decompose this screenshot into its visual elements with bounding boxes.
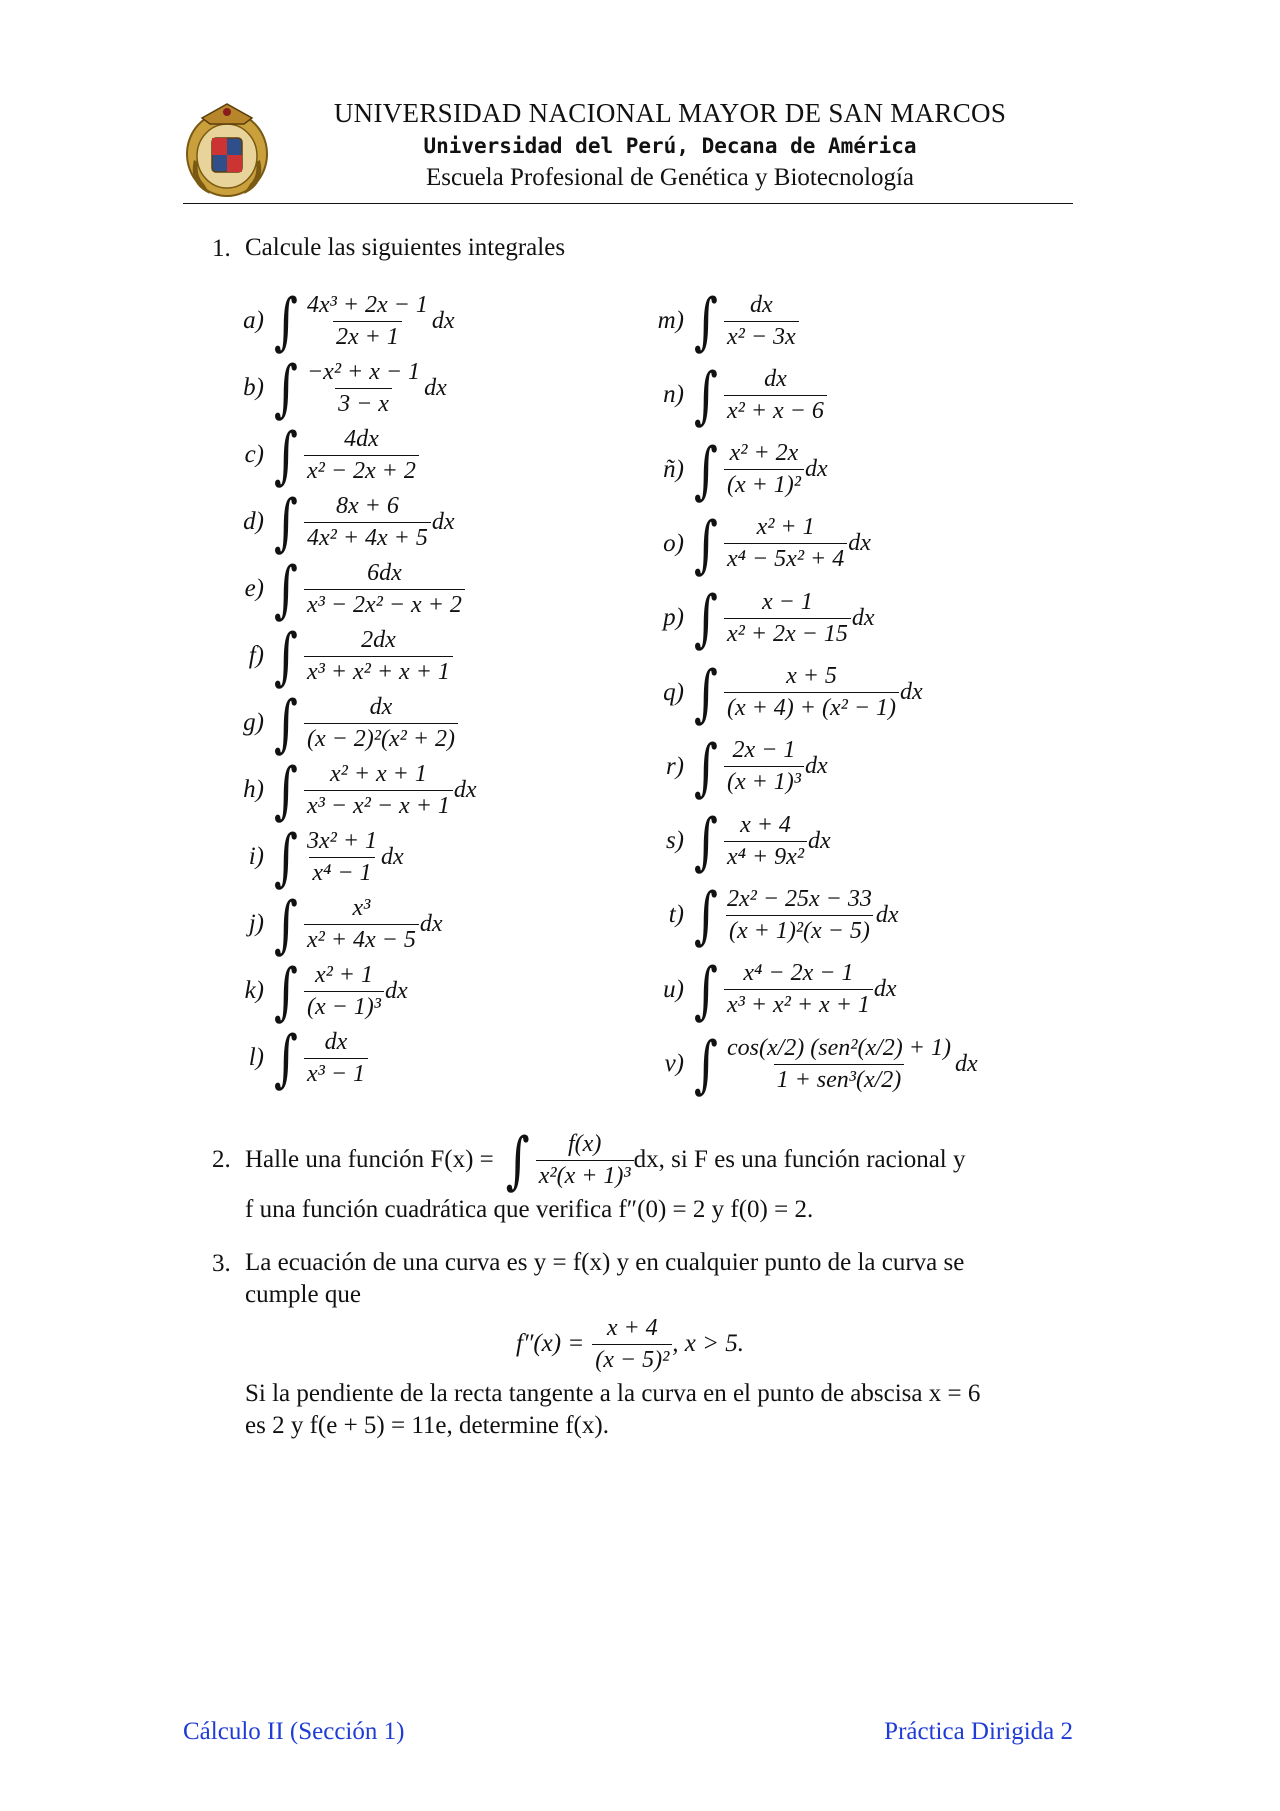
problem-2-line-2: f una función cuadrática que verifica f″(0) = 2 y f(0) = 2. [245,1196,814,1223]
differential: dx [805,753,828,780]
university-name: UNIVERSIDAD NACIONAL MAYOR DE SAN MARCOS [333,98,1007,128]
differential: dx [851,604,875,631]
integrand-numerator: x² + 2x [729,440,799,467]
integral-item [642,878,899,952]
integrand-numerator: dx [369,693,393,720]
integrand-fraction [304,292,431,351]
integral-sign: ∫ [274,686,298,760]
integrand-denominator: x³ − 2x² − x + 2 [304,589,465,619]
integrand-fraction [304,493,431,552]
integral-label: f) [248,642,264,669]
integrand-numerator: 4x³ + 2x − 1 [306,291,428,318]
integral-item [642,656,923,729]
integral-label: d) [243,508,264,535]
integrand-denominator: x³ + x² + x + 1 [724,989,873,1019]
integrand-numerator: 3x² + 1 [306,827,378,854]
equation-lhs: f″(x) = [516,1330,585,1357]
integral-label: h) [243,776,264,803]
integrand-denominator: (x + 4) + (x² − 1) [724,692,899,722]
differential: dx [385,977,408,1004]
differential: dx [848,530,871,557]
integrand-denominator: x⁴ − 1 [309,857,374,887]
integral-sign: ∫ [274,418,298,492]
integral-label: r) [665,752,684,780]
differential: dx [954,1050,978,1077]
footer-course: Cálculo II (Sección 1) [183,1718,405,1745]
integrand-denominator: x² + 4x − 5 [304,924,419,954]
integral-sign: ∫ [274,284,298,358]
integrand-fraction [304,426,419,485]
integrand-numerator: x + 5 [786,663,837,689]
integral-sign: ∫ [694,953,718,1027]
integral-sign: ∫ [274,619,298,693]
integrand-fraction [724,366,827,425]
integral-item [642,433,828,507]
problem-2-text-pre: Halle una función F(x) = [245,1146,494,1173]
integral-sign: ∫ [694,878,718,952]
integrand-numerator: dx [324,1028,348,1055]
integral-item [222,1021,369,1095]
problem-2-text-post: dx, si F es una función racional y [633,1146,966,1173]
integrand-fraction [304,828,380,887]
integrand-fraction [724,589,851,648]
integral-item [642,581,875,655]
footer-title: Práctica Dirigida 2 [884,1718,1073,1745]
integral-item [222,284,455,358]
integral-label: p) [663,604,684,632]
integrand-denominator: x⁴ + 9x² [724,841,807,871]
integral-sign: ∫ [694,507,718,581]
integrand-numerator: 4dx [344,425,379,452]
integrand-fraction [724,663,899,722]
integrand-numerator: 2dx [361,626,396,653]
integral-item [222,485,455,559]
integrand-numerator: x − 1 [761,588,813,615]
differential: dx [453,776,477,803]
equation-denominator: (x − 5)² [592,1344,672,1374]
integral-sign: ∫ [274,552,298,626]
integrand-fraction [304,694,458,753]
integral-sign: ∫ [694,433,718,507]
integrand-denominator: 3 − x [335,388,392,418]
integral-label: i) [248,843,264,870]
integral-item [642,730,828,804]
integral-sign: ∫ [274,954,298,1028]
integral-sign: ∫ [274,1021,298,1095]
equation-fraction [592,1315,672,1374]
integral-sign: ∫ [274,351,298,425]
integrand-denominator: x² + 2x − 15 [724,618,851,648]
university-seal-icon [182,100,272,200]
integral-sign: ∫ [694,284,718,358]
integrand-denominator: (x − 1)³ [304,991,384,1021]
integrand-fraction [304,761,453,820]
integral-item [222,552,466,626]
integrand-numerator: x² + x + 1 [329,760,427,787]
integrand-denominator: 1 + sen³(x/2) [774,1064,905,1094]
integral-item [222,619,454,693]
integrand-numerator: 8x + 6 [335,492,399,519]
integrand-fraction [724,440,804,499]
integral-sign: ∫ [694,656,718,729]
integral-sign: ∫ [274,820,298,894]
problem-3-line-3: Si la pendiente de la recta tangente a la curva en el punto de abscisa x = 6 [245,1380,981,1407]
integral-label: j) [248,910,264,937]
integral-label: t) [668,901,684,929]
integrand-numerator: x² + 1 [314,961,373,988]
integral-item [222,753,477,827]
integrand-fraction [724,292,799,351]
integrand-fraction [304,1029,368,1088]
integrand-denominator: 4x² + 4x + 5 [304,522,431,552]
integral-item [642,507,871,581]
university-subtitle: Universidad del Perú, Decana de América [423,134,917,158]
integral-label: m) [657,307,684,334]
integrand-denominator: x⁴ − 5x² + 4 [724,543,847,573]
equation-numerator: x + 4 [606,1314,658,1341]
integral-sign: ∫ [274,485,298,559]
differential: dx [875,901,899,928]
integrand-denominator: x² − 3x [724,321,799,351]
integrand-numerator: 6dx [367,559,402,586]
integrand-numerator: 2x − 1 [732,737,796,764]
integrand-numerator: x² + 1 [756,514,815,541]
integrand-numerator: x³ [352,894,371,921]
school-name: Escuela Profesional de Genética y Biotecnología [425,164,915,191]
problem-3-line-2: cumple que [245,1281,361,1308]
differential: dx [805,456,828,483]
integral-item [642,1027,978,1101]
integral-label: ñ) [663,455,684,483]
problem-2-fraction [536,1131,634,1190]
integral-item [222,954,408,1028]
integral-sign: ∫ [694,581,718,655]
fraction-denominator: x²(x + 1)³ [536,1160,634,1190]
problem-3-equation [516,1305,744,1383]
integrand-numerator: x⁴ − 2x − 1 [743,960,854,987]
integral-label: u) [663,975,684,1003]
integral-label: a) [243,307,264,334]
differential: dx [873,976,897,1003]
integrand-fraction [724,960,873,1019]
problem-3-number: 3. [212,1250,231,1277]
integrand-fraction [304,359,423,418]
integral-item [642,804,831,878]
integrand-fraction [724,812,807,871]
differential: dx [808,827,831,854]
differential: dx [424,374,447,401]
integrand-denominator: 2x + 1 [333,321,402,351]
integral-sign: ∫ [505,1123,530,1197]
integrand-denominator: x³ − x² − x + 1 [304,790,453,820]
integral-label: e) [244,575,264,602]
integral-label: g) [243,709,264,736]
problem-1-number: 1. [212,235,231,262]
integral-item [642,953,897,1027]
problem-2-number: 2. [212,1146,231,1173]
differential: dx [419,910,443,937]
differential: dx [900,679,923,705]
integrand-fraction [304,962,384,1021]
integrand-fraction [304,560,465,619]
integral-label: o) [663,529,684,557]
integrand-denominator: (x + 1)²(x − 5) [726,915,873,945]
integrand-numerator: x + 4 [740,811,791,838]
integral-label: c) [244,441,264,468]
integral-sign: ∫ [274,887,298,961]
integral-item [222,418,420,492]
integrand-denominator: x³ − 1 [304,1058,368,1088]
integrand-denominator: (x + 1)² [724,469,804,499]
problem-3-line-4: es 2 y f(e + 5) = 11e, determine f(x). [245,1412,609,1439]
integrand-fraction [724,886,875,945]
integrand-numerator: −x² + x − 1 [306,358,421,385]
problem-2-line-1 [245,1118,965,1202]
integral-item [222,820,404,894]
integral-item [642,284,800,358]
integrand-fraction [304,895,419,954]
fraction-numerator: f(x) [568,1130,602,1157]
problem-3-line-1: La ecuación de una curva es y = f(x) y en cualquier punto de la curva se [245,1249,965,1276]
integrand-fraction [724,1035,954,1094]
header-rule [183,203,1073,204]
integral-sign: ∫ [694,358,718,432]
integrand-denominator: (x − 2)²(x² + 2) [304,723,458,753]
integral-item [222,351,447,425]
integrand-denominator: x² − 2x + 2 [304,455,419,485]
integral-label: s) [665,827,684,855]
integral-item [642,358,828,432]
integral-item [222,686,459,760]
integral-item [222,887,443,961]
equation-rhs: , x > 5. [672,1330,744,1357]
integral-label: n) [663,381,684,409]
integrand-denominator: (x + 1)³ [724,766,804,796]
differential: dx [431,508,455,535]
integrand-numerator: dx [764,365,787,392]
integrand-numerator: 2x² − 25x − 33 [726,885,872,912]
integrand-denominator: x² + x − 6 [724,395,827,425]
integral-label: v) [664,1050,684,1077]
integral-sign: ∫ [694,804,718,878]
integral-sign: ∫ [694,1027,718,1101]
integral-sign: ∫ [694,730,718,804]
integral-label: b) [243,374,264,401]
integrand-fraction [724,737,804,796]
integrand-fraction [724,514,847,573]
integral-label: k) [244,977,264,1004]
problem-1-statement: Calcule las siguientes integrales [245,234,566,261]
integrand-fraction [304,627,453,686]
differential: dx [381,843,404,870]
integrand-numerator: cos(x/2) (sen²(x/2) + 1) [726,1034,951,1061]
integral-label: l) [248,1044,264,1071]
integrand-denominator: x³ + x² + x + 1 [304,656,453,686]
integral-label: q) [663,678,684,706]
integrand-numerator: dx [749,291,773,318]
integral-sign: ∫ [274,753,298,827]
differential: dx [431,307,455,334]
